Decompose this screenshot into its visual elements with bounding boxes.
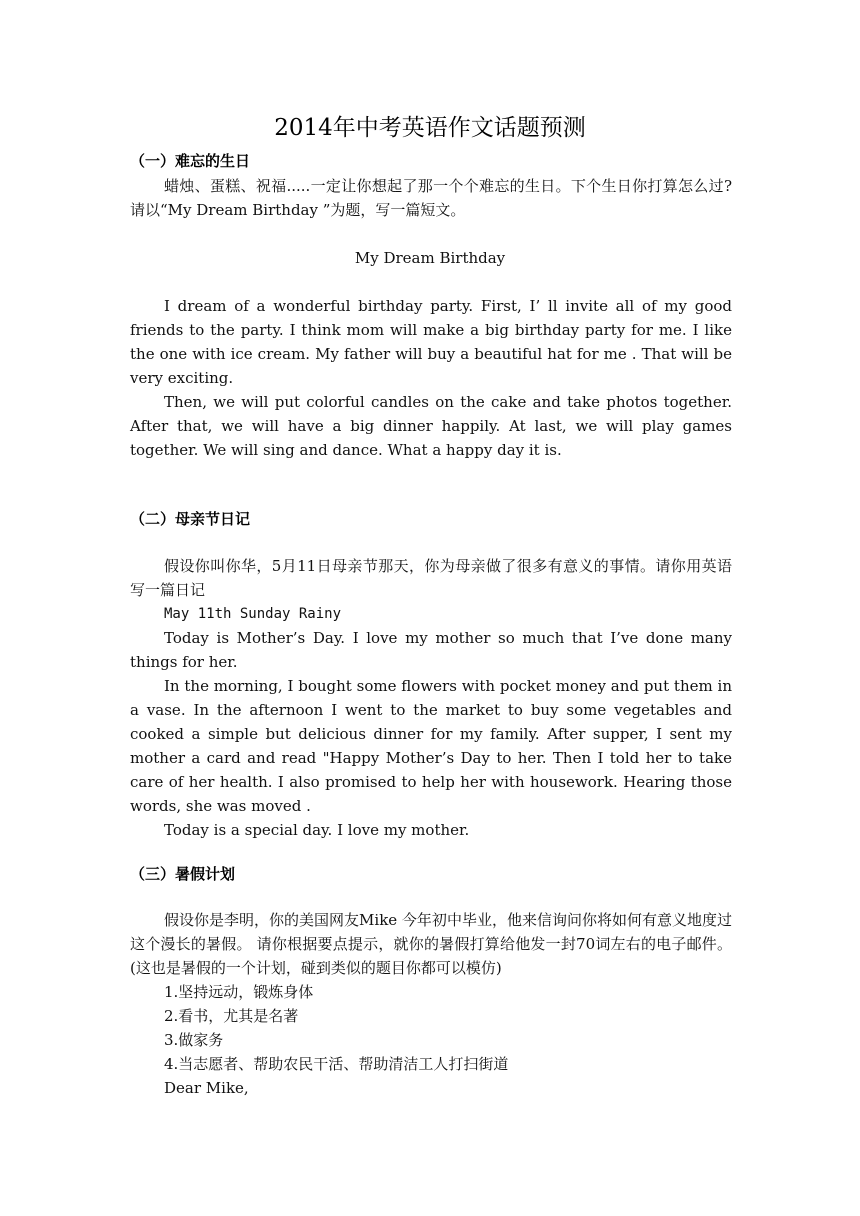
diary-paragraph: Today is Mother’s Day. I love my mother so much that I’ve done many things for her. (130, 629, 732, 671)
document-title: 2014年中考英语作文话题预测 (274, 115, 586, 141)
section-prompt-birthday: 蜡烛、蛋糕、祝福.....一定让你想起了那一个个难忘的生日。下个生日你打算怎么过?请以“My Dream Birthday ”为题，写一篇短文。 (130, 177, 732, 219)
section-heading-birthday: （一）难忘的生日 (130, 152, 251, 170)
section-prompt-summer-plan: 假设你是李明，你的美国网友Mike 今年初中毕业，他来信询问你将如何有意义地度过这个漫长的暑假。 请你根据要点提示，就你的暑假打算给他发一封70词左右的电子邮件。(这也是暑假的一个计划，碰到类似的题目你都可以模仿) (130, 911, 732, 977)
diary-paragraph: Today is a special day. I love my mother. (164, 821, 470, 839)
plan-point: 2.看书，尤其是名著 (164, 1007, 299, 1025)
plan-point: 1.坚持远动，锻炼身体 (164, 983, 314, 1001)
section-heading-summer-plan: （三）暑假计划 (130, 865, 236, 883)
section-prompt-mothers-day: 假设你叫你华，5月11日母亲节那天，你为母亲做了很多有意义的事情。请你用英语写一篇日记 (130, 557, 732, 599)
diary-paragraph: In the morning, I bought some flowers with pocket money and put them in a vase. In the afternoon I went to the market to buy some vegetables and cooked a simple but delicious dinner for my family. After supper, I sent my mother a card and read "Happy Mother’s Day to her. Then I told her to take care of her health. I also promised to help her with housework. Hearing those words, she was moved . (130, 677, 732, 815)
diary-date-line: May 11th Sunday Rainy (164, 606, 342, 622)
essay-paragraph: Then, we will put colorful candles on the cake and take photos together. After that, we will have a big dinner happily. At last, we will play games together. We will sing and dance. What a happy day it is. (130, 393, 732, 459)
email-greeting: Dear Mike, (164, 1079, 249, 1097)
plan-point: 3.做家务 (164, 1031, 224, 1049)
essay-paragraph: I dream of a wonderful birthday party. First, I’ ll invite all of my good friends to the party. I think mom will make a big birthday party for me. I like the one with ice cream. My father will buy a beautiful hat for me . That will be very exciting. (130, 297, 732, 387)
plan-point: 4.当志愿者、帮助农民干活、帮助清洁工人打扫街道 (164, 1055, 509, 1073)
section-heading-mothers-day: （二）母亲节日记 (130, 510, 251, 528)
essay-title-birthday: My Dream Birthday (354, 249, 506, 267)
